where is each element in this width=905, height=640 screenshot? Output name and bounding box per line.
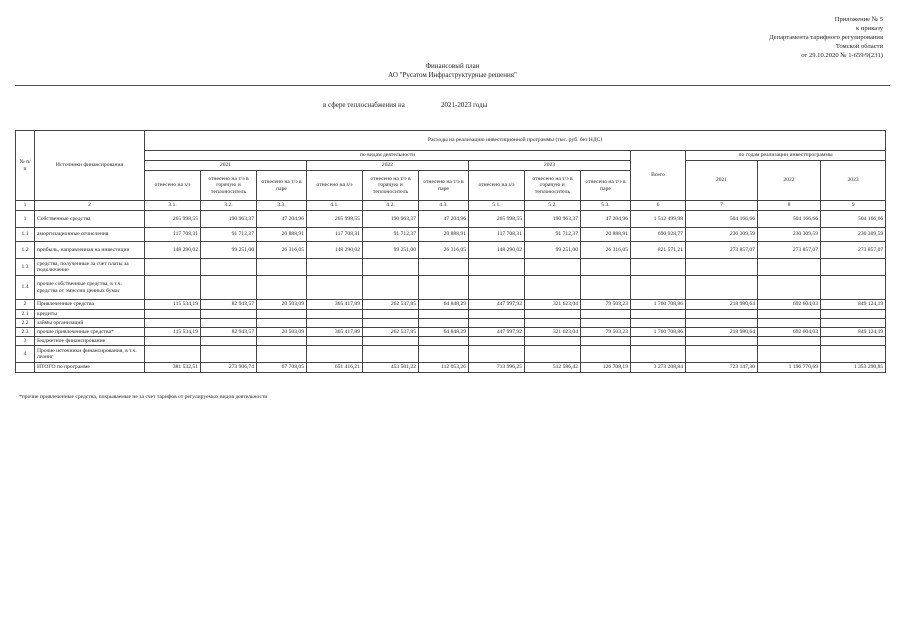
value-cell xyxy=(419,319,469,328)
value-cell xyxy=(525,259,581,276)
value-cell: 273 857,07 xyxy=(686,242,758,259)
value-cell xyxy=(363,310,419,319)
value-cell xyxy=(201,337,257,346)
header-total: Всего xyxy=(631,151,686,201)
value-cell xyxy=(307,276,363,300)
value-cell xyxy=(307,259,363,276)
value-cell: 447 997,92 xyxy=(469,300,525,310)
row-number: 2 xyxy=(16,300,35,310)
value-cell xyxy=(419,346,469,363)
value-cell: 1 760 708,86 xyxy=(631,328,686,337)
value-cell: 273 857,07 xyxy=(758,242,821,259)
value-cell xyxy=(821,276,886,300)
table-row xyxy=(16,211,886,228)
finance-table xyxy=(15,130,886,373)
header-source: Источники финансирования xyxy=(35,131,145,201)
row-number: 1.3 xyxy=(16,259,35,276)
appendix-line: Томской области xyxy=(835,43,883,50)
row-number: 1.4 xyxy=(16,276,35,300)
value-cell: 504 166,66 xyxy=(686,211,758,228)
col-num: 7 xyxy=(686,201,758,211)
header-yr-2021: 2021 xyxy=(686,161,758,201)
value-cell xyxy=(758,276,821,300)
table-row xyxy=(16,337,886,346)
value-cell: 26 316,05 xyxy=(257,242,307,259)
value-cell xyxy=(307,346,363,363)
row-source-name: кредиты xyxy=(35,310,145,319)
header-col-attr: отнесено на з/э xyxy=(307,171,363,201)
value-cell xyxy=(363,346,419,363)
header-col-attr: отнесено на з/э xyxy=(469,171,525,201)
row-source-name: прибыль, направленная на инвестиции xyxy=(35,242,145,259)
col-num: 3.3. xyxy=(257,201,307,211)
row-source-name: прочие собственные средства, в т.ч. средства от эмиссии ценных бумаг xyxy=(35,276,145,300)
value-cell xyxy=(581,259,631,276)
header-col-steam: отнесено на т/э в паре xyxy=(581,171,631,201)
value-cell xyxy=(145,259,201,276)
value-cell xyxy=(419,276,469,300)
value-cell xyxy=(201,346,257,363)
value-cell: 26 316,05 xyxy=(419,242,469,259)
value-cell xyxy=(525,276,581,300)
plan-title xyxy=(0,62,905,80)
col-num: 1 xyxy=(16,201,35,211)
value-cell: 230 309,59 xyxy=(758,228,821,242)
divider xyxy=(15,85,890,86)
value-cell: 1 760 708,86 xyxy=(631,300,686,310)
value-cell xyxy=(581,310,631,319)
value-cell: 115 534,19 xyxy=(145,328,201,337)
row-number: 3 xyxy=(16,337,35,346)
value-cell: 821 571,21 xyxy=(631,242,686,259)
value-cell: 723 147,30 xyxy=(686,363,758,373)
value-cell xyxy=(758,259,821,276)
value-cell xyxy=(631,310,686,319)
value-cell xyxy=(821,259,886,276)
value-cell xyxy=(686,337,758,346)
col-num: 5.2. xyxy=(525,201,581,211)
row-number: 4 xyxy=(16,346,35,363)
col-num: 9 xyxy=(821,201,886,211)
value-cell xyxy=(201,310,257,319)
value-cell: 1 196 770,69 xyxy=(758,363,821,373)
table-row xyxy=(16,259,886,276)
value-cell xyxy=(581,337,631,346)
value-cell: 126 708,19 xyxy=(581,363,631,373)
value-cell: 20 888,91 xyxy=(581,228,631,242)
header-year-2023: 2023 xyxy=(469,161,631,171)
value-cell: 321 623,04 xyxy=(525,328,581,337)
col-num: 4.2. xyxy=(363,201,419,211)
value-cell xyxy=(363,259,419,276)
value-cell: 218 980,64 xyxy=(686,300,758,310)
value-cell xyxy=(201,319,257,328)
value-cell: 190 963,37 xyxy=(363,211,419,228)
value-cell: 365 417,89 xyxy=(307,300,363,310)
value-cell xyxy=(686,346,758,363)
value-cell: 82 943,57 xyxy=(201,328,257,337)
value-cell xyxy=(257,346,307,363)
col-num: 3.1. xyxy=(145,201,201,211)
value-cell: 1 512 499,98 xyxy=(631,211,686,228)
value-cell xyxy=(307,310,363,319)
value-cell xyxy=(525,337,581,346)
row-source-name: средства, полученные за счет платы за подключение xyxy=(35,259,145,276)
col-num: 6 xyxy=(631,201,686,211)
value-cell: 381 532,51 xyxy=(145,363,201,373)
value-cell xyxy=(758,346,821,363)
row-source-name: Бюджетное финансирование xyxy=(35,337,145,346)
value-cell: 849 124,19 xyxy=(821,300,886,310)
col-num: 3.2. xyxy=(201,201,257,211)
value-cell xyxy=(821,310,886,319)
header-col-attr: отнесено на з/э xyxy=(145,171,201,201)
col-num: 4.1. xyxy=(307,201,363,211)
appendix-line: от 29.10.2020 № 1-659/9(231) xyxy=(801,52,883,59)
row-source-name: Собственные средства xyxy=(35,211,145,228)
value-cell xyxy=(257,276,307,300)
row-number: 1.1 xyxy=(16,228,35,242)
value-cell xyxy=(469,310,525,319)
value-cell xyxy=(145,346,201,363)
header-col-water: отнесено на т/э в горячую и теплоноситель xyxy=(363,171,419,201)
value-cell: 117 708,31 xyxy=(145,228,201,242)
row-source-name: амортизационные отчисления xyxy=(35,228,145,242)
value-cell: 190 963,37 xyxy=(525,211,581,228)
value-cell: 99 251,00 xyxy=(363,242,419,259)
plan-title-line: Финансовый план xyxy=(425,62,480,70)
row-source-name: займы организаций xyxy=(35,319,145,328)
value-cell: 849 124,19 xyxy=(821,328,886,337)
appendix-line: Приложение № 5 xyxy=(834,16,883,23)
years-range: 2021-2023 годы xyxy=(441,101,488,109)
value-cell xyxy=(631,276,686,300)
value-cell: 115 534,19 xyxy=(145,300,201,310)
value-cell xyxy=(419,337,469,346)
value-cell xyxy=(525,319,581,328)
table-row xyxy=(16,242,886,259)
footnote: *прочие привлеченные средства, покрываемые не за счет тарифов от регулируемых видов деятельности xyxy=(19,394,268,400)
value-cell xyxy=(686,259,758,276)
value-cell: 148 290,02 xyxy=(307,242,363,259)
row-number: 2.3 xyxy=(16,328,35,337)
value-cell xyxy=(686,276,758,300)
col-num: 4.3. xyxy=(419,201,469,211)
value-cell: 273 906,74 xyxy=(201,363,257,373)
value-cell xyxy=(363,276,419,300)
value-cell xyxy=(581,276,631,300)
value-cell xyxy=(307,319,363,328)
value-cell xyxy=(581,319,631,328)
table-row xyxy=(16,363,886,373)
value-cell: 1 353 290,85 xyxy=(821,363,886,373)
row-number: 1.2 xyxy=(16,242,35,259)
value-cell: 504 166,66 xyxy=(821,211,886,228)
value-cell xyxy=(631,346,686,363)
header-yr-2022: 2022 xyxy=(758,161,821,201)
header-col-steam: отнесено на т/э в паре xyxy=(419,171,469,201)
value-cell xyxy=(419,310,469,319)
value-cell: 651 416,21 xyxy=(307,363,363,373)
value-cell xyxy=(257,310,307,319)
value-cell xyxy=(821,346,886,363)
value-cell: 79 503,23 xyxy=(581,328,631,337)
value-cell: 64 848,29 xyxy=(419,300,469,310)
value-cell: 20 503,09 xyxy=(257,300,307,310)
value-cell: 265 998,55 xyxy=(145,211,201,228)
value-cell: 47 204,96 xyxy=(581,211,631,228)
header-expenses: Расходы на реализацию инвестиционной программы (тыс. руб. без НДС) xyxy=(145,131,886,151)
row-source-name: Прочие источники финансирования, в т.ч. лизинг xyxy=(35,346,145,363)
value-cell xyxy=(469,259,525,276)
table-row xyxy=(16,319,886,328)
value-cell xyxy=(201,259,257,276)
value-cell xyxy=(145,310,201,319)
header-col-water: отнесено на т/э в горячую и теплоноситель xyxy=(201,171,257,201)
value-cell: 265 998,55 xyxy=(307,211,363,228)
value-cell: 321 623,04 xyxy=(525,300,581,310)
header-by-years: по годам реализации инвестпрограммы xyxy=(686,151,886,161)
value-cell xyxy=(363,337,419,346)
value-cell: 91 712,37 xyxy=(525,228,581,242)
value-cell xyxy=(469,346,525,363)
value-cell: 148 290,02 xyxy=(145,242,201,259)
table-row xyxy=(16,300,886,310)
value-cell: 91 712,37 xyxy=(201,228,257,242)
row-number: 2.1 xyxy=(16,310,35,319)
value-cell xyxy=(758,319,821,328)
value-cell: 99 251,00 xyxy=(525,242,581,259)
col-num: 2 xyxy=(35,201,145,211)
value-cell: 190 963,37 xyxy=(201,211,257,228)
header-num: № п/п xyxy=(16,131,35,201)
table-body xyxy=(16,211,886,373)
value-cell xyxy=(631,259,686,276)
table-row xyxy=(16,228,886,242)
value-cell: 47 204,96 xyxy=(257,211,307,228)
value-cell: 265 998,55 xyxy=(469,211,525,228)
value-cell: 692 604,03 xyxy=(758,328,821,337)
value-cell: 20 888,91 xyxy=(257,228,307,242)
value-cell: 117 708,31 xyxy=(469,228,525,242)
value-cell: 690 928,77 xyxy=(631,228,686,242)
value-cell xyxy=(821,319,886,328)
value-cell xyxy=(821,337,886,346)
header-year-2022: 2022 xyxy=(307,161,469,171)
value-cell: 148 290,02 xyxy=(469,242,525,259)
value-cell xyxy=(469,337,525,346)
value-cell xyxy=(145,276,201,300)
organization-name: АО "Русатом Инфраструктурные решения" xyxy=(388,71,517,79)
value-cell xyxy=(257,337,307,346)
value-cell: 230 309,59 xyxy=(821,228,886,242)
value-cell xyxy=(145,319,201,328)
value-cell: 230 309,59 xyxy=(686,228,758,242)
value-cell xyxy=(469,319,525,328)
header-yr-2023: 2023 xyxy=(821,161,886,201)
appendix-line: к приказу xyxy=(856,25,883,32)
value-cell: 117 708,31 xyxy=(307,228,363,242)
row-number: 1 xyxy=(16,211,35,228)
value-cell: 67 708,05 xyxy=(257,363,307,373)
row-source-name: ИТОГО по программе xyxy=(35,363,145,373)
value-cell xyxy=(758,337,821,346)
value-cell: 47 204,96 xyxy=(419,211,469,228)
value-cell xyxy=(145,337,201,346)
value-cell xyxy=(758,310,821,319)
value-cell xyxy=(686,319,758,328)
col-num: 8 xyxy=(758,201,821,211)
appendix-block xyxy=(683,15,883,60)
value-cell: 79 503,23 xyxy=(581,300,631,310)
value-cell: 713 996,25 xyxy=(469,363,525,373)
header-year-2021: 2021 xyxy=(145,161,307,171)
value-cell xyxy=(469,276,525,300)
value-cell: 512 586,42 xyxy=(525,363,581,373)
value-cell: 20 503,09 xyxy=(257,328,307,337)
col-num: 5.3. xyxy=(581,201,631,211)
value-cell: 3 273 208,84 xyxy=(631,363,686,373)
row-number: 2.2 xyxy=(16,319,35,328)
value-cell: 91 712,37 xyxy=(363,228,419,242)
value-cell: 26 316,05 xyxy=(581,242,631,259)
header-by-activity: по видам деятельности xyxy=(145,151,631,161)
table-row xyxy=(16,346,886,363)
value-cell: 262 537,85 xyxy=(363,328,419,337)
value-cell: 218 980,64 xyxy=(686,328,758,337)
table-row xyxy=(16,328,886,337)
appendix-line: Департамента тарифного регулирования xyxy=(769,34,883,41)
value-cell xyxy=(307,337,363,346)
col-num: 5.1. xyxy=(469,201,525,211)
row-number xyxy=(16,363,35,373)
value-cell xyxy=(363,319,419,328)
value-cell: 453 501,22 xyxy=(363,363,419,373)
value-cell: 273 857,07 xyxy=(821,242,886,259)
table-row xyxy=(16,276,886,300)
value-cell xyxy=(525,346,581,363)
value-cell: 20 888,91 xyxy=(419,228,469,242)
table-row xyxy=(16,310,886,319)
header-col-steam: отнесено на т/э в паре xyxy=(257,171,307,201)
value-cell xyxy=(257,319,307,328)
header-col-water: отнесено на т/э в горячую и теплоноситель xyxy=(525,171,581,201)
value-cell xyxy=(201,276,257,300)
row-source-name: Привлеченные средства xyxy=(35,300,145,310)
value-cell: 99 251,00 xyxy=(201,242,257,259)
sphere-label: в сфере теплоснабжения на xyxy=(323,101,405,109)
value-cell: 692 604,03 xyxy=(758,300,821,310)
value-cell: 64 848,29 xyxy=(419,328,469,337)
value-cell: 82 943,57 xyxy=(201,300,257,310)
value-cell xyxy=(631,337,686,346)
row-source-name: прочие привлеченные средства* xyxy=(35,328,145,337)
value-cell: 112 053,26 xyxy=(419,363,469,373)
value-cell xyxy=(581,346,631,363)
value-cell xyxy=(525,310,581,319)
value-cell: 365 417,89 xyxy=(307,328,363,337)
value-cell xyxy=(686,310,758,319)
value-cell: 447 997,92 xyxy=(469,328,525,337)
value-cell xyxy=(631,319,686,328)
value-cell xyxy=(419,259,469,276)
value-cell: 262 537,85 xyxy=(363,300,419,310)
value-cell xyxy=(257,259,307,276)
value-cell: 504 166,66 xyxy=(758,211,821,228)
column-number-row xyxy=(16,201,886,211)
